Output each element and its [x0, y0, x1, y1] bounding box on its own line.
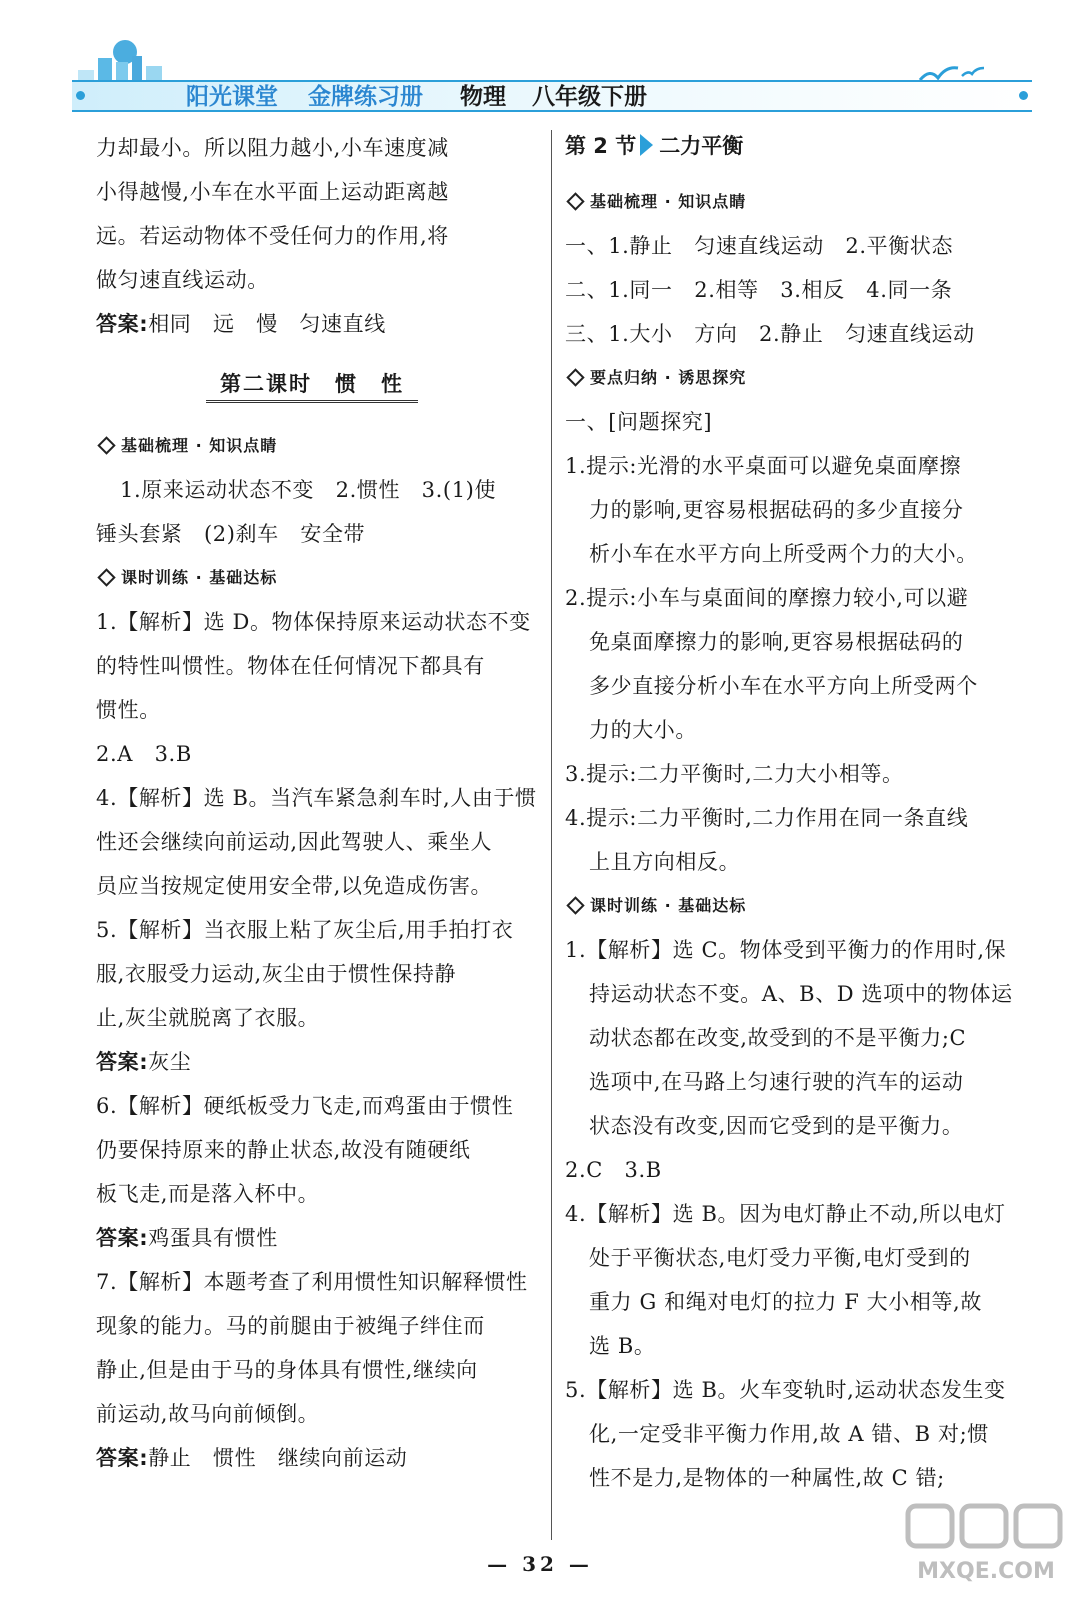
answer-text: 鸡蛋具有惯性 [148, 1226, 278, 1250]
answer-label: 答案: [96, 1050, 149, 1074]
lesson-title-block [96, 346, 538, 424]
watermark-text: MXQE.COM [917, 1559, 1055, 1584]
question-line: 4.【解析】选 B。当汽车紧急刹车时,人由于惯 [96, 786, 537, 810]
question-line: 处于平衡状态,电灯受力平衡,电灯受到的 [589, 1246, 971, 1270]
left-column [96, 126, 538, 1480]
section-heading-text: 课时训练 · 基础达标 [121, 568, 278, 587]
answer-text: 灰尘 [148, 1050, 192, 1074]
band-dot-left-icon [76, 91, 85, 100]
text-line: 三、1.大小 方向 2.静止 匀速直线运动 [565, 322, 975, 346]
question-line: 现象的能力。马的前腿由于被绳子绊住而 [96, 1314, 485, 1338]
text-line: 小得越慢,小车在水平面上运动距离越 [96, 180, 449, 204]
question-line: 7.【解析】本题考查了利用惯性知识解释惯性 [96, 1270, 528, 1294]
question-line: 仍要保持原来的静止状态,故没有随硬纸 [96, 1138, 471, 1162]
section-heading [565, 180, 1033, 224]
hint-line: 4.提示:二力平衡时,二力作用在同一条直线 [565, 806, 969, 830]
text-line: 锤头套紧 (2)刹车 安全带 [96, 522, 366, 546]
grade-label: 八年级下册 [532, 84, 647, 110]
question-line: 2.C 3.B [565, 1158, 662, 1182]
birds-icon [918, 58, 988, 88]
hint-line: 2.提示:小车与桌面间的摩擦力较小,可以避 [565, 586, 969, 610]
text-line: 二、1.同一 2.相等 3.相反 4.同一条 [565, 278, 953, 302]
question-line: 动状态都在改变,故受到的不是平衡力;C [589, 1026, 967, 1050]
section-heading-text: 基础梳理 · 知识点睛 [121, 436, 278, 455]
diamond-icon [566, 192, 584, 210]
hint-line: 免桌面摩擦力的影响,更容易根据砝码的 [589, 630, 964, 654]
answer-line [96, 1040, 538, 1084]
question-line: 2.A 3.B [96, 742, 192, 766]
right-column [565, 126, 1033, 1500]
question-line: 性不是力,是物体的一种属性,故 C 错; [589, 1466, 945, 1490]
hint-line: 上且方向相反。 [589, 850, 741, 874]
diamond-icon [97, 568, 115, 586]
text-line: 一、1.静止 匀速直线运动 2.平衡状态 [565, 234, 954, 258]
answer-line [96, 1216, 538, 1260]
subsection-heading: 一、[问题探究] [565, 410, 713, 434]
band-dot-right-icon [1019, 91, 1028, 100]
question-line: 6.【解析】硬纸板受力飞走,而鸡蛋由于惯性 [96, 1094, 514, 1118]
answer-line [96, 1436, 538, 1480]
question-line: 持运动状态不变。A、B、D 选项中的物体运 [589, 982, 1013, 1006]
section-heading [565, 884, 1033, 928]
watermark-logo-icon [902, 1498, 1070, 1558]
section-heading-text: 课时训练 · 基础达标 [590, 896, 747, 915]
brand-name: 阳光课堂 [186, 84, 278, 110]
answer-label: 答案: [96, 1226, 149, 1250]
diamond-icon [566, 368, 584, 386]
watermark [902, 1498, 1070, 1588]
question-line: 1.【解析】选 C。物体受到平衡力的作用时,保 [565, 938, 1007, 962]
question-line: 员应当按规定使用安全带,以免造成伤害。 [96, 874, 493, 898]
question-line: 性还会继续向前运动,因此驾驶人、乘坐人 [96, 830, 493, 854]
page-number: — 32 — [487, 1552, 593, 1576]
question-line: 1.【解析】选 D。物体保持原来运动状态不变 [96, 610, 531, 634]
question-line: 板飞走,而是落入杯中。 [96, 1182, 320, 1206]
question-line: 4.【解析】选 B。因为电灯静止不动,所以电灯 [565, 1202, 1006, 1226]
question-line: 止,灰尘就脱离了衣服。 [96, 1006, 320, 1030]
hint-line: 1.提示:光滑的水平桌面可以避免桌面摩擦 [565, 454, 962, 478]
question-line: 选 B。 [589, 1334, 656, 1358]
hint-line: 力的影响,更容易根据砝码的多少直接分 [589, 498, 964, 522]
section-name: 二力平衡 [659, 134, 744, 158]
hint-line: 析小车在水平方向上所受两个力的大小。 [589, 542, 978, 566]
answer-text: 静止 惯性 继续向前运动 [148, 1446, 408, 1470]
question-line: 5.【解析】选 B。火车变轨时,运动状态发生变 [565, 1378, 1006, 1402]
text-line: 远。若运动物体不受任何力的作用,将 [96, 224, 449, 248]
section-heading [96, 424, 538, 468]
answer-label: 答案: [96, 1446, 149, 1470]
diamond-icon [97, 436, 115, 454]
question-line: 重力 G 和绳对电灯的拉力 F 大小相等,故 [589, 1290, 982, 1314]
section-number: 第 2 节 [565, 134, 637, 158]
subject-label: 物理 [460, 84, 506, 110]
answer-text: 相同 远 慢 匀速直线 [148, 312, 386, 336]
text-line: 1.原来运动状态不变 2.惯性 3.(1)使 [120, 478, 497, 502]
question-line: 选项中,在马路上匀速行驶的汽车的运动 [589, 1070, 964, 1094]
question-line: 5.【解析】当衣服上粘了灰尘后,用手拍打衣 [96, 918, 514, 942]
book-series: 金牌练习册 [308, 84, 423, 110]
column-divider [551, 130, 552, 1540]
diamond-icon [566, 896, 584, 914]
answer-line [96, 302, 538, 346]
hint-line: 多少直接分析小车在水平方向上所受两个 [589, 674, 978, 698]
question-line: 前运动,故马向前倾倒。 [96, 1402, 320, 1426]
section-heading-text: 基础梳理 · 知识点睛 [590, 192, 747, 211]
answer-label: 答案: [96, 312, 149, 336]
section-heading [96, 556, 538, 600]
lesson-title: 第二课时 惯 性 [206, 368, 418, 403]
question-line: 静止,但是由于马的身体具有惯性,继续向 [96, 1358, 478, 1382]
chevron-right-icon [640, 134, 653, 156]
text-line: 做匀速直线运动。 [96, 268, 269, 292]
section-title [565, 126, 1033, 170]
question-line: 状态没有改变,因而它受到的是平衡力。 [589, 1114, 964, 1138]
question-line: 服,衣服受力运动,灰尘由于惯性保持静 [96, 962, 457, 986]
question-line: 的特性叫惯性。物体在任何情况下都具有 [96, 654, 485, 678]
hint-line: 3.提示:二力平衡时,二力大小相等。 [565, 762, 904, 786]
section-heading-text: 要点归纳 · 诱思探究 [590, 368, 747, 387]
text-line: 力却最小。所以阻力越小,小车速度减 [96, 136, 449, 160]
section-heading [565, 356, 1033, 400]
page-header [0, 0, 1080, 120]
question-line: 惯性。 [96, 698, 161, 722]
hint-line: 力的大小。 [589, 718, 697, 742]
question-line: 化,一定受非平衡力作用,故 A 错、B 对;惯 [589, 1422, 989, 1446]
